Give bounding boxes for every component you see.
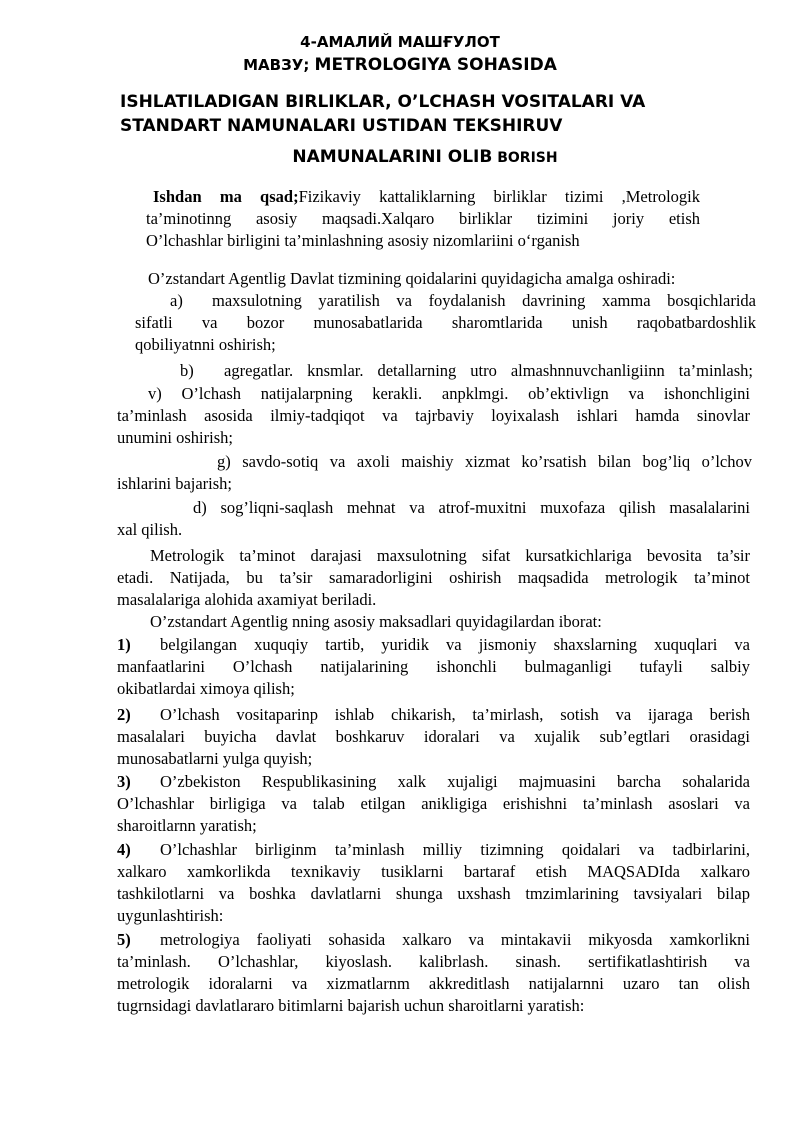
list-item-4-line-3: tashkilotlarni va boshka davlatlarni shunga uxshash tmzimlarining tavsiyalari bilap bbox=[117, 884, 750, 903]
item-d-line-2: xal qilish. bbox=[117, 520, 183, 539]
list-item-1-line-3: okibatlardai ximoya qilish; bbox=[117, 679, 295, 698]
list-item-5-line-2: ta’minlash. O’lchashlar, kiyoslash. kalibrlash. sinash. sertifikatlashtirish va bbox=[117, 952, 750, 971]
paragraph-1: O’zstandart Agentlig Davlat tizmining qoidalarini quyidagicha amalga oshiradi: bbox=[148, 269, 676, 288]
list-item-2-line-3: munosabatlarni yulga quyish; bbox=[117, 749, 313, 768]
topic-title-end bbox=[0, 147, 800, 167]
goal-line-3: O’lchashlar birligini ta’minlashning asosiy nizomlariini o‘rganish bbox=[146, 231, 580, 250]
item-g-line-1: g) savdo-sotiq va axoli maishiy xizmat ko’rsatish bilan bog’liq o’lchov bbox=[217, 452, 752, 471]
list-item-3-number: 3) bbox=[117, 772, 131, 791]
list-item-3-line-3: sharoitlarnn yaratish; bbox=[117, 816, 257, 835]
topic-line bbox=[0, 55, 800, 75]
topic-label: МАВЗУ; bbox=[243, 56, 315, 74]
item-b-marker: b) bbox=[180, 361, 194, 380]
topic-title-continued bbox=[120, 90, 760, 138]
item-d-line-1: d) sog’liqni-saqlash mehnat va atrof-muxitni muxofaza qilish masalalarini bbox=[193, 498, 750, 517]
paragraph-2-line-3: masalalariga alohida axamiyat beriladi. bbox=[117, 590, 377, 609]
item-a-line-1: maxsulotning yaratilish va foydalanish davrining xamma bosqichlarida bbox=[212, 291, 756, 310]
list-item-4-number: 4) bbox=[117, 840, 131, 859]
list-item-4-line-4: uygunlashtirish: bbox=[117, 906, 224, 925]
list-item-5-line-1: metrologiya faoliyati sohasida xalkaro va mintakavii mikyosda xamkorlikni bbox=[160, 930, 750, 949]
item-b-line-1: agregatlar. knsmlar. detallarning utro almashnnuvchanligiinn ta’minlash; bbox=[224, 361, 753, 380]
item-v-line-1: v) O’lchash natijalarpning kerakli. anpklmgi. ob’ektivlign va ishonchligini bbox=[148, 384, 750, 403]
topic-title: METROLOGIYA SOHASIDA bbox=[314, 55, 557, 75]
list-item-4-line-2: xalkaro xamkorlikda texnikaviy tusiklarni bartaraf etish MAQSADIda xalkaro bbox=[117, 862, 750, 881]
list-item-4-line-1: O’lchashlar birliginm ta’minlash milliy tizimning qoidalari va tadbirlarini, bbox=[160, 840, 750, 859]
goal-line-2: ta’minotinng asosiy maqsadi.Xalqaro birliklar tizimini joriy etish bbox=[146, 209, 700, 228]
paragraph-2-line-2: etadi. Natijada, bu ta’sir samaradorligini oshirish maqsadida metrologik ta’minot bbox=[117, 568, 750, 587]
goal-line-1 bbox=[153, 186, 700, 208]
topic-title-end-small: BORISH bbox=[492, 150, 558, 166]
goal-label: Ishdan ma qsad; bbox=[153, 187, 299, 206]
list-item-5-number: 5) bbox=[117, 930, 131, 949]
list-item-5-line-4: tugrnsidagi davlatlararo bitimlarni bajarish uchun sharoitlarni yaratish: bbox=[117, 996, 585, 1015]
item-g-line-2: ishlarini bajarish; bbox=[117, 474, 233, 493]
item-v-line-2: ta’minlash asosida ilmiy-tadqiqot va tajrbaviy loyixalash ishlari hamda sinovlar bbox=[117, 406, 750, 425]
list-item-2-line-1: O’lchash vositaparinp ishlab chikarish, ta’mirlash, sotish va ijaraga berish bbox=[160, 705, 750, 724]
list-item-2-number: 2) bbox=[117, 705, 131, 724]
list-item-5-line-3: metrologik idoralarni va xizmatlarnm akkreditlash natijalarnni uzaro tan olish bbox=[117, 974, 750, 993]
topic-title-end-main: NAMUNALARINI OLIB bbox=[292, 147, 493, 167]
list-item-3-line-2: O’lchashlar birligiga va talab etilgan anikligiga erishishni ta’minlash asoslari va bbox=[117, 794, 750, 813]
topic-title-line-b: STANDART NAMUNALARI USTIDAN TEKSHIRUV bbox=[120, 116, 563, 136]
paragraph-3: O’zstandart Agentlig nning asosiy maksadlari quyidagilardan iborat: bbox=[150, 612, 602, 631]
list-item-1-line-2: manfaatlarini O’lchash natijalarining ishonchli bulmaganligi tufayli salbiy bbox=[117, 657, 750, 676]
topic-title-line-a: ISHLATILADIGAN BIRLIKLAR, O’LCHASH VOSITALARI VA bbox=[120, 92, 646, 112]
list-item-2-line-2: masalalari buyicha davlat boshkaruv idoralari va xujalik sub’egtlari orasidagi bbox=[117, 727, 750, 746]
item-a-line-2: sifatli va bozor munosabatlarida sharomtlarida unish raqobatbardoshlik bbox=[135, 313, 756, 332]
item-a-marker: a) bbox=[170, 291, 183, 310]
list-item-1-number: 1) bbox=[117, 635, 131, 654]
list-item-3-line-1: O’zbekiston Respublikasining xalk xujaligi majmuasini barcha sohalarida bbox=[160, 772, 750, 791]
goal-text-1: Fizikaviy kattaliklarning birliklar tizimi ,Metrologik bbox=[298, 187, 701, 206]
list-item-1-line-1: belgilangan xuquqiy tartib, yuridik va jismoniy shaxslarning xuquqlari va bbox=[160, 635, 750, 654]
item-a-line-3: qobiliyatnni oshirish; bbox=[135, 335, 276, 354]
practical-lesson-title: 4-АМАЛИЙ МАШҒУЛОТ bbox=[300, 33, 500, 51]
paragraph-2-line-1: Metrologik ta’minot darajasi maxsulotning sifat kursatkichlariga bevosita ta’sir bbox=[150, 546, 750, 565]
item-v-line-3: unumini oshirish; bbox=[117, 428, 233, 447]
